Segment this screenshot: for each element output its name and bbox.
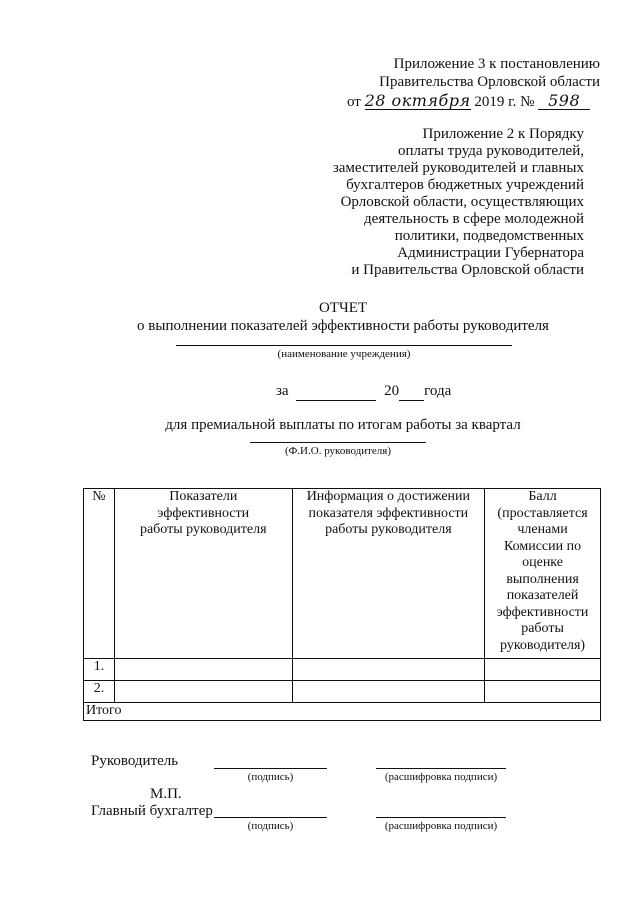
header-indicators: Показатели эффективности работы руководителя <box>114 489 292 659</box>
accountant-signature-line[interactable] <box>214 817 327 818</box>
header-information: Информация о достижении показателя эффективности работы руководителя <box>292 489 484 659</box>
appendix2-line: деятельность в сфере молодежной <box>364 211 584 227</box>
appendix2-line: оплаты труда руководителей, <box>398 143 584 159</box>
appendix2-line: Орловской области, осуществляющих <box>340 194 584 210</box>
handwritten-date: 28 октября <box>364 91 471 110</box>
table-cell[interactable] <box>114 659 292 681</box>
report-title: ОТЧЕТ <box>318 300 368 316</box>
table-cell[interactable] <box>485 659 601 681</box>
period-year-blank <box>399 383 424 401</box>
appendix3-line2: Правительства Орловской области <box>379 74 600 90</box>
appendix2-line: политики, подведомственных <box>394 228 584 244</box>
appendix2-line: заместителей руководителей и главных <box>332 160 584 176</box>
period-year-prefix: 20 <box>384 383 400 399</box>
institution-name-line <box>176 345 512 346</box>
head-signature-caption: (подпись) <box>247 771 294 783</box>
accountant-label: Главный бухгалтер <box>91 803 213 819</box>
appendix2-line: бухгалтеров бюджетных учреждений <box>346 177 584 193</box>
period-prefix: за <box>276 383 289 399</box>
appendix3-line1: Приложение 3 к постановлению <box>393 56 600 72</box>
head-decode-line[interactable] <box>376 768 506 769</box>
head-caption: (Ф.И.О. руководителя) <box>284 445 392 457</box>
header-score: Балл (проставляется членами Комиссии по оценке выполнения показателей эффективности работы руководителя) <box>485 489 601 659</box>
period-blank <box>296 383 376 401</box>
accountant-decode-caption: (расшифровка подписи) <box>384 820 498 832</box>
appendix2-block <box>264 126 584 279</box>
date-year: 2019 г. № <box>474 94 535 110</box>
stamp-label: М.П. <box>150 786 182 802</box>
table-cell[interactable] <box>485 681 601 703</box>
row-number: 1. <box>84 659 115 681</box>
handwritten-number: 598 <box>538 92 590 110</box>
indicators-table <box>83 488 601 721</box>
head-signature-line[interactable] <box>214 768 327 769</box>
table-header-row <box>84 489 601 659</box>
header-number: № <box>84 489 115 659</box>
head-decode-caption: (расшифровка подписи) <box>384 771 498 783</box>
table-cell[interactable] <box>114 681 292 703</box>
head-signature-label: Руководитель <box>91 753 179 769</box>
table-row <box>84 659 601 681</box>
accountant-decode-line[interactable] <box>376 817 506 818</box>
table-cell[interactable] <box>292 659 484 681</box>
date-prefix: от <box>347 94 361 110</box>
accountant-signature-caption: (подпись) <box>247 820 294 832</box>
table-row <box>84 681 601 703</box>
decree-date-line <box>347 92 607 111</box>
appendix2-line: Приложение 2 к Порядку <box>422 126 584 142</box>
total-row <box>84 703 601 721</box>
head-name-line <box>250 442 426 443</box>
table-cell[interactable] <box>292 681 484 703</box>
total-label: Итого <box>84 703 601 721</box>
row-number: 2. <box>84 681 115 703</box>
period-suffix: года <box>424 383 452 399</box>
period-line <box>276 383 451 401</box>
institution-caption: (наименование учреждения) <box>277 348 411 360</box>
appendix2-line: и Правительства Орловской области <box>351 262 584 278</box>
purpose-line: для премиальной выплаты по итогам работы за квартал <box>165 417 521 433</box>
appendix2-line: Администрации Губернатора <box>397 245 584 261</box>
report-subtitle: о выполнении показателей эффективности работы руководителя <box>137 318 549 334</box>
